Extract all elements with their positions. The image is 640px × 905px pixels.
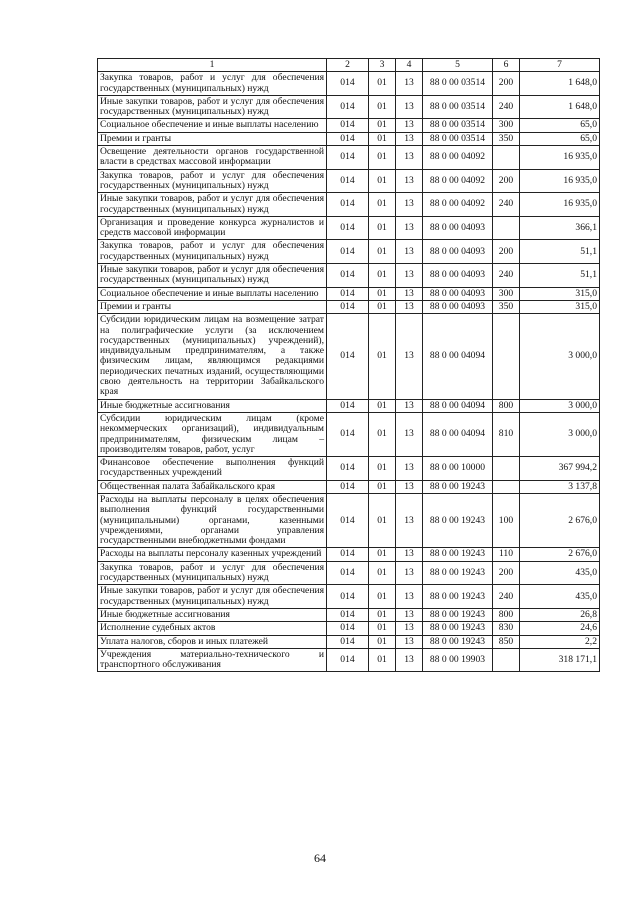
row-amount: 1 648,0 — [520, 72, 600, 96]
row-code-subsection: 13 — [396, 561, 423, 585]
row-name: Социальное обеспечение и иные выплаты населению — [98, 119, 327, 132]
row-code-expense-type: 240 — [493, 95, 520, 119]
row-code-section: 01 — [369, 72, 396, 96]
row-name: Общественная палата Забайкальского края — [98, 480, 327, 493]
row-amount: 51,1 — [520, 264, 600, 288]
row-code-section: 01 — [369, 95, 396, 119]
table-row — [98, 635, 600, 648]
row-code-target: 88 0 00 04093 — [423, 240, 493, 264]
table-row — [98, 608, 600, 621]
row-code-section: 01 — [369, 480, 396, 493]
row-code-subsection: 13 — [396, 648, 423, 672]
table-row — [98, 119, 600, 132]
row-code-expense-type: 300 — [493, 287, 520, 300]
table-row — [98, 457, 600, 481]
row-code-expense-type: 830 — [493, 622, 520, 635]
row-amount: 1 648,0 — [520, 95, 600, 119]
table-row — [98, 412, 600, 456]
row-amount: 2 676,0 — [520, 548, 600, 561]
row-code-expense-type — [493, 146, 520, 170]
row-amount: 435,0 — [520, 585, 600, 609]
row-code-expense-type: 810 — [493, 412, 520, 456]
row-code-admin: 014 — [327, 193, 369, 217]
row-code-target: 88 0 00 04093 — [423, 300, 493, 313]
table-row — [98, 169, 600, 193]
header-cell: 5 — [423, 59, 493, 72]
row-name: Исполнение судебных актов — [98, 622, 327, 635]
row-name: Субсидии юридическим лицам (кроме некоммерческих организаций), индивидуальным предпринимателям, физическим лицам – производителям товаров, работ, услуг — [98, 412, 327, 456]
row-code-section: 01 — [369, 622, 396, 635]
table-row — [98, 240, 600, 264]
row-code-target: 88 0 00 04094 — [423, 314, 493, 399]
row-code-admin: 014 — [327, 412, 369, 456]
table-row — [98, 561, 600, 585]
row-code-admin: 014 — [327, 548, 369, 561]
table-body — [98, 59, 600, 672]
row-code-admin: 014 — [327, 648, 369, 672]
row-code-subsection: 13 — [396, 412, 423, 456]
row-code-admin: 014 — [327, 72, 369, 96]
table-row — [98, 193, 600, 217]
row-amount: 435,0 — [520, 561, 600, 585]
row-code-subsection: 13 — [396, 72, 423, 96]
row-code-subsection: 13 — [396, 193, 423, 217]
row-code-subsection: 13 — [396, 622, 423, 635]
row-code-target: 88 0 00 04093 — [423, 264, 493, 288]
row-amount: 315,0 — [520, 287, 600, 300]
table-row — [98, 548, 600, 561]
row-code-target: 88 0 00 19243 — [423, 493, 493, 547]
row-code-subsection: 13 — [396, 635, 423, 648]
row-code-subsection: 13 — [396, 480, 423, 493]
row-code-section: 01 — [369, 264, 396, 288]
row-code-section: 01 — [369, 412, 396, 456]
row-name: Субсидии юридическим лицам на возмещение затрат на полиграфические услуги (за исключением государственных (муниципальных) учреждений), индивидуальным предпринимателям, а также физическим лицам, являющимся редакциями периодических печатных изданий, осуществляющими свою деятельность на территории Забайкальского края — [98, 314, 327, 399]
row-amount: 318 171,1 — [520, 648, 600, 672]
header-cell: 3 — [369, 59, 396, 72]
row-amount: 315,0 — [520, 300, 600, 313]
row-code-subsection: 13 — [396, 287, 423, 300]
row-code-target: 88 0 00 04094 — [423, 412, 493, 456]
table-row — [98, 72, 600, 96]
row-code-expense-type: 240 — [493, 585, 520, 609]
row-amount: 65,0 — [520, 119, 600, 132]
row-code-expense-type: 200 — [493, 72, 520, 96]
row-code-target: 88 0 00 03514 — [423, 119, 493, 132]
row-code-admin: 014 — [327, 169, 369, 193]
row-code-subsection: 13 — [396, 457, 423, 481]
table-row — [98, 648, 600, 672]
row-code-subsection: 13 — [396, 216, 423, 240]
row-name: Иные закупки товаров, работ и услуг для обеспечения государственных (муниципальных) нужд — [98, 95, 327, 119]
table-row — [98, 399, 600, 412]
row-code-section: 01 — [369, 648, 396, 672]
row-name: Закупка товаров, работ и услуг для обеспечения государственных (муниципальных) нужд — [98, 561, 327, 585]
row-code-admin: 014 — [327, 240, 369, 264]
row-code-section: 01 — [369, 216, 396, 240]
row-code-target: 88 0 00 10000 — [423, 457, 493, 481]
row-name: Иные закупки товаров, работ и услуг для обеспечения государственных (муниципальных) нужд — [98, 193, 327, 217]
row-code-expense-type: 800 — [493, 608, 520, 621]
row-code-subsection: 13 — [396, 240, 423, 264]
row-name: Организация и проведение конкурса журналистов и средств массовой информации — [98, 216, 327, 240]
header-cell: 6 — [493, 59, 520, 72]
row-code-target: 88 0 00 03514 — [423, 72, 493, 96]
row-code-target: 88 0 00 19243 — [423, 585, 493, 609]
row-code-expense-type — [493, 648, 520, 672]
row-code-admin: 014 — [327, 635, 369, 648]
table-row — [98, 622, 600, 635]
table-row — [98, 300, 600, 313]
row-code-expense-type: 240 — [493, 193, 520, 217]
row-code-expense-type: 200 — [493, 169, 520, 193]
table-row — [98, 132, 600, 145]
row-amount: 65,0 — [520, 132, 600, 145]
row-amount: 2,2 — [520, 635, 600, 648]
row-code-subsection: 13 — [396, 493, 423, 547]
row-amount: 24,6 — [520, 622, 600, 635]
row-code-expense-type: 200 — [493, 240, 520, 264]
row-code-section: 01 — [369, 585, 396, 609]
row-code-section: 01 — [369, 561, 396, 585]
row-code-target: 88 0 00 19903 — [423, 648, 493, 672]
row-code-target: 88 0 00 19243 — [423, 635, 493, 648]
row-code-admin: 014 — [327, 132, 369, 145]
row-code-expense-type — [493, 457, 520, 481]
row-name: Премии и гранты — [98, 132, 327, 145]
header-cell: 2 — [327, 59, 369, 72]
row-code-target: 88 0 00 19243 — [423, 622, 493, 635]
row-code-section: 01 — [369, 119, 396, 132]
row-code-target: 88 0 00 19243 — [423, 480, 493, 493]
row-code-target: 88 0 00 03514 — [423, 95, 493, 119]
row-code-target: 88 0 00 19243 — [423, 548, 493, 561]
row-code-expense-type — [493, 216, 520, 240]
row-amount: 3 000,0 — [520, 399, 600, 412]
row-amount: 366,1 — [520, 216, 600, 240]
row-name: Закупка товаров, работ и услуг для обеспечения государственных (муниципальных) нужд — [98, 72, 327, 96]
row-code-section: 01 — [369, 548, 396, 561]
row-code-section: 01 — [369, 287, 396, 300]
row-code-expense-type: 800 — [493, 399, 520, 412]
row-name: Расходы на выплаты персоналу казенных учреждений — [98, 548, 327, 561]
row-name: Иные бюджетные ассигнования — [98, 608, 327, 621]
row-name: Иные бюджетные ассигнования — [98, 399, 327, 412]
row-code-subsection: 13 — [396, 585, 423, 609]
row-code-admin: 014 — [327, 608, 369, 621]
row-name: Уплата налогов, сборов и иных платежей — [98, 635, 327, 648]
row-name: Финансовое обеспечение выполнения функций государственных учреждений — [98, 457, 327, 481]
row-code-section: 01 — [369, 635, 396, 648]
table-row — [98, 585, 600, 609]
row-name: Социальное обеспечение и иные выплаты населению — [98, 287, 327, 300]
row-code-target: 88 0 00 04094 — [423, 399, 493, 412]
row-code-section: 01 — [369, 146, 396, 170]
row-name: Закупка товаров, работ и услуг для обеспечения государственных (муниципальных) нужд — [98, 169, 327, 193]
row-amount: 26,8 — [520, 608, 600, 621]
row-code-admin: 014 — [327, 146, 369, 170]
row-code-section: 01 — [369, 132, 396, 145]
row-code-expense-type: 240 — [493, 264, 520, 288]
row-code-admin: 014 — [327, 300, 369, 313]
row-code-subsection: 13 — [396, 314, 423, 399]
row-code-subsection: 13 — [396, 132, 423, 145]
row-code-target: 88 0 00 04092 — [423, 193, 493, 217]
row-code-expense-type: 350 — [493, 132, 520, 145]
header-cell: 1 — [98, 59, 327, 72]
row-name: Премии и гранты — [98, 300, 327, 313]
row-code-subsection: 13 — [396, 95, 423, 119]
table-row — [98, 480, 600, 493]
row-code-admin: 014 — [327, 561, 369, 585]
table-row — [98, 493, 600, 547]
row-amount: 367 994,2 — [520, 457, 600, 481]
row-code-section: 01 — [369, 457, 396, 481]
row-code-admin: 014 — [327, 264, 369, 288]
row-code-admin: 014 — [327, 457, 369, 481]
row-code-admin: 014 — [327, 585, 369, 609]
row-code-subsection: 13 — [396, 608, 423, 621]
row-code-expense-type: 350 — [493, 300, 520, 313]
row-amount: 3 000,0 — [520, 412, 600, 456]
row-name: Закупка товаров, работ и услуг для обеспечения государственных (муниципальных) нужд — [98, 240, 327, 264]
row-code-subsection: 13 — [396, 300, 423, 313]
row-code-section: 01 — [369, 399, 396, 412]
header-cell: 7 — [520, 59, 600, 72]
row-code-subsection: 13 — [396, 399, 423, 412]
row-code-subsection: 13 — [396, 548, 423, 561]
row-code-expense-type: 110 — [493, 548, 520, 561]
budget-table — [97, 58, 600, 672]
row-code-admin: 014 — [327, 314, 369, 399]
table-header-row — [98, 59, 600, 72]
page-number: 64 — [314, 851, 326, 865]
row-code-subsection: 13 — [396, 169, 423, 193]
table-row — [98, 314, 600, 399]
row-code-section: 01 — [369, 314, 396, 399]
row-code-expense-type: 300 — [493, 119, 520, 132]
row-code-section: 01 — [369, 493, 396, 547]
row-amount: 16 935,0 — [520, 146, 600, 170]
row-code-admin: 014 — [327, 119, 369, 132]
row-code-expense-type — [493, 480, 520, 493]
row-code-subsection: 13 — [396, 146, 423, 170]
header-cell: 4 — [396, 59, 423, 72]
row-code-admin: 014 — [327, 216, 369, 240]
row-code-subsection: 13 — [396, 264, 423, 288]
row-code-admin: 014 — [327, 287, 369, 300]
row-code-target: 88 0 00 04093 — [423, 287, 493, 300]
table-row — [98, 216, 600, 240]
row-amount: 16 935,0 — [520, 193, 600, 217]
row-code-admin: 014 — [327, 480, 369, 493]
row-code-section: 01 — [369, 169, 396, 193]
row-name: Расходы на выплаты персоналу в целях обеспечения выполнения функций государственными (муниципальными) органами, казенными учреждениями, органами управления государственными внебюджетными фондами — [98, 493, 327, 547]
table-row — [98, 95, 600, 119]
row-code-expense-type: 200 — [493, 561, 520, 585]
row-amount: 16 935,0 — [520, 169, 600, 193]
row-amount: 51,1 — [520, 240, 600, 264]
row-code-target: 88 0 00 03514 — [423, 132, 493, 145]
row-name: Учреждения материально-технического и транспортного обслуживания — [98, 648, 327, 672]
row-code-section: 01 — [369, 240, 396, 264]
row-code-target: 88 0 00 04092 — [423, 146, 493, 170]
row-code-expense-type: 100 — [493, 493, 520, 547]
row-code-target: 88 0 00 19243 — [423, 561, 493, 585]
row-code-section: 01 — [369, 608, 396, 621]
row-name: Освещение деятельности органов государственной власти в средствах массовой информации — [98, 146, 327, 170]
row-code-admin: 014 — [327, 95, 369, 119]
row-code-section: 01 — [369, 193, 396, 217]
row-code-section: 01 — [369, 300, 396, 313]
row-amount: 2 676,0 — [520, 493, 600, 547]
table-row — [98, 264, 600, 288]
row-code-admin: 014 — [327, 399, 369, 412]
row-code-expense-type — [493, 314, 520, 399]
row-amount: 3 137,8 — [520, 480, 600, 493]
row-name: Иные закупки товаров, работ и услуг для обеспечения государственных (муниципальных) нужд — [98, 264, 327, 288]
table-row — [98, 146, 600, 170]
row-amount: 3 000,0 — [520, 314, 600, 399]
row-code-admin: 014 — [327, 493, 369, 547]
row-name: Иные закупки товаров, работ и услуг для обеспечения государственных (муниципальных) нужд — [98, 585, 327, 609]
row-code-target: 88 0 00 19243 — [423, 608, 493, 621]
row-code-target: 88 0 00 04093 — [423, 216, 493, 240]
row-code-subsection: 13 — [396, 119, 423, 132]
row-code-expense-type: 850 — [493, 635, 520, 648]
row-code-admin: 014 — [327, 622, 369, 635]
table-row — [98, 287, 600, 300]
row-code-target: 88 0 00 04092 — [423, 169, 493, 193]
